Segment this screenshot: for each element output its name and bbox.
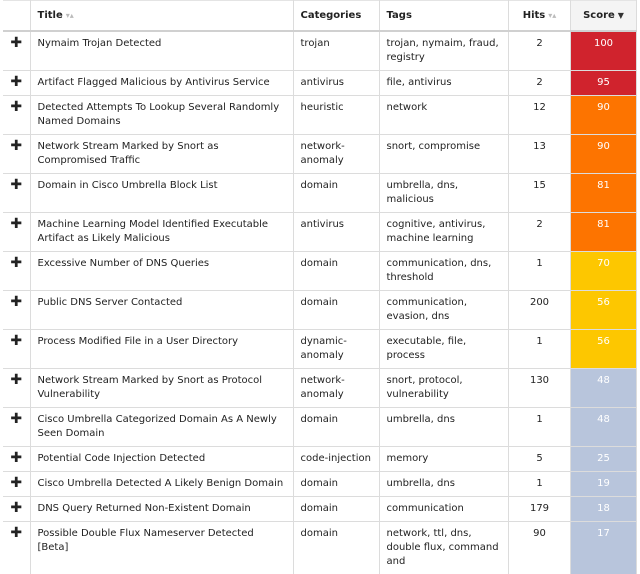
table-row[interactable] [3,252,636,291]
hits-cell: 200 [508,291,570,330]
expand-row-button[interactable] [3,408,30,447]
plus-icon: ✚ [10,294,22,310]
table-row[interactable] [3,71,636,96]
title-header-label: Title [38,10,63,21]
tags-cell: communication [379,497,508,522]
title-cell: Artifact Flagged Malicious by Antivirus Service [30,71,293,96]
hits-cell: 1 [508,252,570,291]
expand-row-button[interactable] [3,369,30,408]
plus-icon: ✚ [10,450,22,466]
title-cell: Cisco Umbrella Categorized Domain As A Newly Seen Domain [30,408,293,447]
behaviors-table [3,0,637,574]
tags-header-label: Tags [387,10,412,21]
table-row[interactable] [3,135,636,174]
hits-cell: 13 [508,135,570,174]
categories-cell: heuristic [293,96,379,135]
score-badge: 56 [570,291,636,330]
tags-cell: umbrella, dns [379,472,508,497]
sort-neutral-icon: ▾▴ [66,11,74,20]
tags-cell: file, antivirus [379,71,508,96]
hits-cell: 1 [508,472,570,497]
score-badge: 90 [570,96,636,135]
hits-cell: 2 [508,213,570,252]
tags-cell: communication, evasion, dns [379,291,508,330]
table-row[interactable] [3,213,636,252]
title-column-header[interactable] [30,1,293,32]
tags-column-header [379,1,508,32]
table-row[interactable] [3,330,636,369]
score-badge: 70 [570,252,636,291]
categories-cell: domain [293,472,379,497]
expand-row-button[interactable] [3,472,30,497]
plus-icon: ✚ [10,500,22,516]
title-cell: Network Stream Marked by Snort as Protocol Vulnerability [30,369,293,408]
expand-row-button[interactable] [3,522,30,574]
title-cell: Process Modified File in a User Directory [30,330,293,369]
hits-cell: 12 [508,96,570,135]
tags-cell: umbrella, dns, malicious [379,174,508,213]
score-badge: 81 [570,213,636,252]
table-row[interactable] [3,472,636,497]
categories-cell: domain [293,522,379,574]
expand-row-button[interactable] [3,135,30,174]
table-row[interactable] [3,408,636,447]
table-body [3,31,636,574]
tags-cell: network [379,96,508,135]
sort-descending-icon: ▼ [618,11,624,20]
categories-cell: antivirus [293,71,379,96]
categories-column-header [293,1,379,32]
table-row[interactable] [3,291,636,330]
title-cell: DNS Query Returned Non-Existent Domain [30,497,293,522]
title-cell: Machine Learning Model Identified Executable Artifact as Likely Malicious [30,213,293,252]
score-badge: 90 [570,135,636,174]
hits-cell: 1 [508,330,570,369]
expand-row-button[interactable] [3,252,30,291]
categories-cell: domain [293,291,379,330]
score-badge: 81 [570,174,636,213]
hits-cell: 5 [508,447,570,472]
categories-cell: code-injection [293,447,379,472]
score-header-label: Score [583,10,615,21]
expand-row-button[interactable] [3,174,30,213]
title-cell: Nymaim Trojan Detected [30,31,293,71]
plus-icon: ✚ [10,333,22,349]
title-cell: Possible Double Flux Nameserver Detected [Beta] [30,522,293,574]
hits-header-label: Hits [523,10,546,21]
categories-cell: antivirus [293,213,379,252]
score-badge: 18 [570,497,636,522]
table-row[interactable] [3,447,636,472]
score-badge: 48 [570,369,636,408]
categories-cell: network-anomaly [293,369,379,408]
plus-icon: ✚ [10,255,22,271]
hits-cell: 179 [508,497,570,522]
hits-cell: 15 [508,174,570,213]
table-row[interactable] [3,96,636,135]
tags-cell: snort, compromise [379,135,508,174]
table-row[interactable] [3,31,636,71]
expand-row-button[interactable] [3,71,30,96]
hits-cell: 2 [508,31,570,71]
plus-icon: ✚ [10,411,22,427]
title-cell: Excessive Number of DNS Queries [30,252,293,291]
categories-cell: trojan [293,31,379,71]
title-cell: Potential Code Injection Detected [30,447,293,472]
expand-row-button[interactable] [3,330,30,369]
tags-cell: umbrella, dns [379,408,508,447]
plus-icon: ✚ [10,99,22,115]
categories-cell: domain [293,497,379,522]
hits-cell: 2 [508,71,570,96]
expand-header [3,1,30,32]
categories-header-label: Categories [301,10,362,21]
table-header-row [3,1,636,32]
sort-neutral-icon: ▾▴ [548,11,556,20]
score-badge: 48 [570,408,636,447]
plus-icon: ✚ [10,35,22,51]
title-cell: Network Stream Marked by Snort as Compromised Traffic [30,135,293,174]
score-badge: 100 [570,31,636,71]
table-row[interactable] [3,174,636,213]
tags-cell: trojan, nymaim, fraud, registry [379,31,508,71]
title-cell: Domain in Cisco Umbrella Block List [30,174,293,213]
expand-row-button[interactable] [3,96,30,135]
categories-cell: dynamic-anomaly [293,330,379,369]
title-cell: Public DNS Server Contacted [30,291,293,330]
plus-icon: ✚ [10,138,22,154]
tags-cell: cognitive, antivirus, machine learning [379,213,508,252]
tags-cell: network, ttl, dns, double flux, command and [379,522,508,574]
expand-row-button[interactable] [3,213,30,252]
plus-icon: ✚ [10,74,22,90]
score-column-header[interactable] [570,1,636,32]
plus-icon: ✚ [10,216,22,232]
tags-cell: communication, dns, threshold [379,252,508,291]
hits-cell: 130 [508,369,570,408]
title-cell: Detected Attempts To Lookup Several Randomly Named Domains [30,96,293,135]
tags-cell: snort, protocol, vulnerability [379,369,508,408]
hits-cell: 1 [508,408,570,447]
table-row[interactable] [3,369,636,408]
score-badge: 56 [570,330,636,369]
plus-icon: ✚ [10,372,22,388]
table-row[interactable] [3,522,636,574]
title-cell: Cisco Umbrella Detected A Likely Benign Domain [30,472,293,497]
plus-icon: ✚ [10,525,22,541]
hits-column-header[interactable] [508,1,570,32]
tags-cell: memory [379,447,508,472]
score-badge: 17 [570,522,636,574]
score-badge: 95 [570,71,636,96]
expand-row-button[interactable] [3,447,30,472]
categories-cell: domain [293,174,379,213]
expand-row-button[interactable] [3,31,30,71]
table-row[interactable] [3,497,636,522]
score-badge: 25 [570,447,636,472]
categories-cell: network-anomaly [293,135,379,174]
score-badge: 19 [570,472,636,497]
expand-row-button[interactable] [3,497,30,522]
plus-icon: ✚ [10,177,22,193]
tags-cell: executable, file, process [379,330,508,369]
hits-cell: 90 [508,522,570,574]
categories-cell: domain [293,252,379,291]
expand-row-button[interactable] [3,291,30,330]
plus-icon: ✚ [10,475,22,491]
categories-cell: domain [293,408,379,447]
